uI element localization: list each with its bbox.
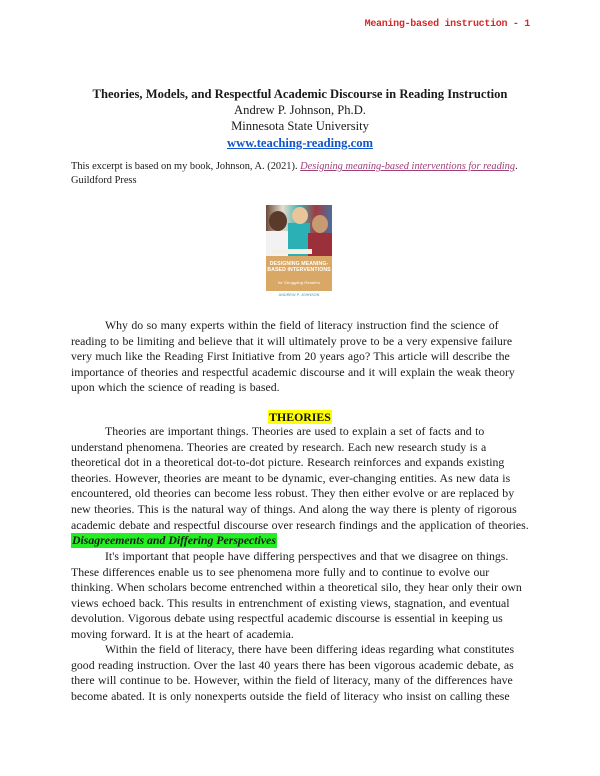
cover-figure <box>312 215 328 233</box>
cover-figure <box>292 207 308 224</box>
document-title: Theories, Models, and Respectful Academic Discourse in Reading Instruction <box>92 87 508 101</box>
cover-subtitle: for Struggling Readers <box>277 280 321 285</box>
excerpt-prefix: This excerpt is based on my book, Johnson, A. (2021). <box>71 161 301 172</box>
cover-figure <box>272 249 312 254</box>
title-block <box>0 86 600 152</box>
book-cover-image <box>266 205 332 300</box>
running-head: Meaning-based instruction - 1 <box>364 19 530 30</box>
disagreements-paragraph: It's important that people have differing perspectives and that we disagree on things. These differences enable us to see phenomena more fully and to continue to evolve our thinking. When scholars become entrenched within a theoretical silo, they hear only their own views echoed back. This results in entrenchment of existing views, stagnation, and eventual devolution. Vigorous debate using respectful academic discourse is essential in keeping us moving forward. It is at the heart of academia. <box>71 549 522 641</box>
excerpt-suffix: . Guildford Press <box>71 161 518 186</box>
theories-heading-text: THEORIES <box>269 410 331 424</box>
website-link[interactable]: www.teaching-reading.com <box>227 136 373 150</box>
theories-paragraph: Theories are important things. Theories are used to explain a set of facts and to understand phenomena. Theories are created by research. Each new research study is a theoretical dot in a theoretical dot-to-dot picture. Research reinforces and expands existing theories. However, theories are meant to be dynamic, ever-changing entities. As new data is encountered, old theories can become less robust. They then either evolve or are replaced by new theories. This is the natural way of things. And along the way there is plenty of rigorous academic debate and respectful discourse over research findings and the application of theories. <box>71 424 529 532</box>
author-name: Andrew P. Johnson, Ph.D. <box>234 103 366 117</box>
cover-author: ANDREW P. JOHNSON <box>278 293 320 297</box>
book-title-link[interactable]: Designing meaning-based interventions for reading <box>300 161 516 172</box>
intro-paragraph: Why do so many experts within the field of literacy instruction find the science of reading to be limiting and believe that it will ultimately prove to be a very expensive failure very much like the Reading First Initiative from 20 years ago? This article will describe the importance of theories and respectful academic discourse and it will explain the weak theory upon which the science of reading is based. <box>71 318 515 395</box>
disagreements-heading: Disagreements and Differing Perspectives <box>72 533 276 547</box>
affiliation: Minnesota State University <box>231 119 369 133</box>
cover-title: DESIGNING MEANING-BASED INTERVENTIONS <box>267 261 331 273</box>
cover-figure <box>269 211 287 231</box>
excerpt-note <box>71 160 541 188</box>
literacy-paragraph: Within the field of literacy, there have been differing ideas regarding what constitutes good reading instruction. Over the last 40 years there has been vigorous academic debate, as there will continue to be. However, within the field of literacy, many of the differences have become abated. It is only nonexperts outside the field of literacy who insist on calling these <box>71 642 515 703</box>
